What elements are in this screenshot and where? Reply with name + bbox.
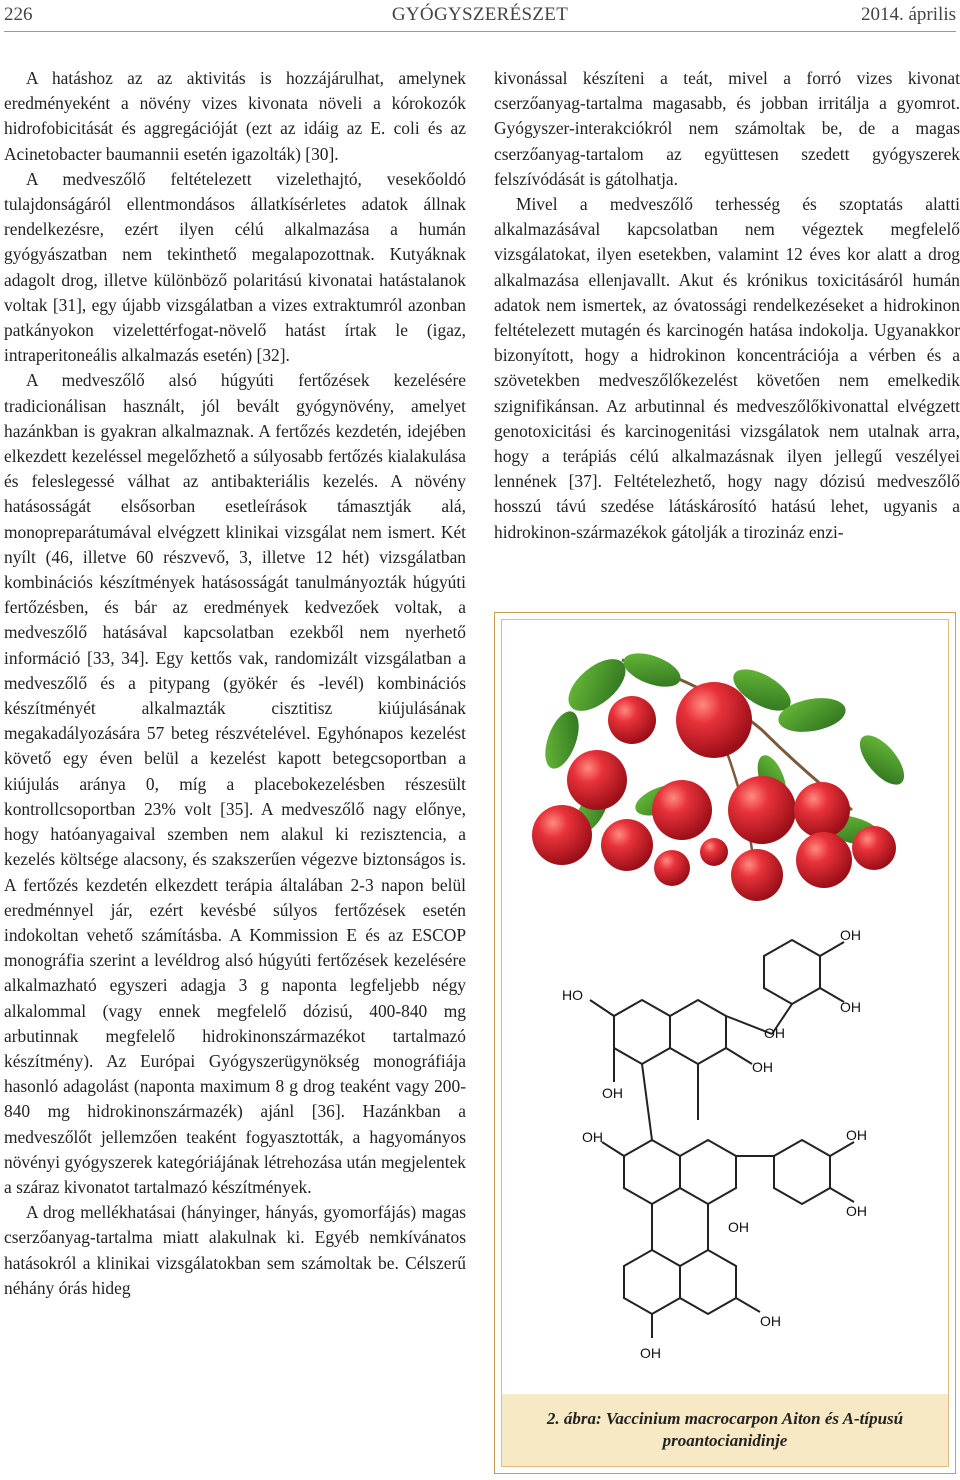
running-header	[4, 2, 956, 28]
oh-label: OH	[846, 1127, 867, 1143]
figure-artwork	[502, 620, 950, 1398]
paragraph: A drog mellékhatásai (hányinger, hányás, gyomorfájás) magas cserzőanyag-tartalma miatt alakulnak ki. Egyéb nemkívánatos hatásokról a klinikai vizsgálatokban sem számoltak be. Célszerű néhány órás hideg	[4, 1202, 466, 1298]
oh-label: OH	[840, 927, 861, 943]
paragraph: Mivel a medveszőlő terhesség és szoptatás alatti alkalmazásával kapcsolatban nem végeztek megfelelő vizsgálatokat, ilyen esetekben, valamint 12 éves kor alatt a drog alkalmazása ellenjavallt. Akut és krónikus toxicitásáról humán adatok nem ismertek, az óvatossági rendelkezéseket a hidrokinon feltételezett mutagén és karcinogén hatása indokolja. Ugyanakkor bizonyított, hogy a hidrokinon koncentrációja a vérben és a szövetekben medveszőlőkezelést követően nem emelkedik szignifikánsan. Az arbutinnal és medveszőlőkivonattal elvégzett genotoxicitási és karcinogenitási vizsgálatok nem utalnak arra, hogy a terápiás célú alkalmazásnak ilyen jellegű veszélyei lennének [37]. Feltételezhető, hogy nagy dózisú medveszőlő hosszú távú szedése látáskárosító hatású lehet, ugyanis a hidrokinon-származékok gátolják a tirozináz enzi-	[494, 194, 960, 542]
right-text-column	[494, 66, 960, 545]
ho-label: HO	[562, 987, 583, 1003]
oh-label: OH	[752, 1059, 773, 1075]
caption-line: proantocianidinje	[662, 1431, 788, 1450]
paragraph: A hatáshoz az az aktivitás is hozzájárulhat, amelynek eredményeként a növény vizes kivonata növeli a kórokozók hidrofobicitását és aggregációját (ezt az idáig az E. coli és az Acinetobacter baumannii esetén igazolták) [30].	[4, 68, 466, 164]
proanthocyanidin-structure	[590, 940, 854, 1338]
journal-title: GYÓGYSZERÉSZET	[391, 4, 569, 25]
page-number: 226	[4, 4, 33, 25]
paragraph: A medveszőlő alsó húgyúti fertőzések kezelésére tradicionálisan használt, jól bevált gyógynövény, amelyet hazánkban is gyakran alkalmaznak. A fertőzés kezdetén, idejében elkezdett kezeléssel megelőzhető a súlyosabb fertőzés kialakulása és feleslegessé válhat az antibakteriális kezelés. A növény hatásosságát elsősorban esetleírások támasztják alá, monopreparátumával elvégzett klinikai vizsgálat nem ismert. Két nyílt (46, illetve 60 részvevő, 3, illetve 12 hét) vizsgálatban kombinációs készítmények hatásosságát tanulmányozták húgyúti fertőzésben, és bár az eredmények kedvezőek voltak, a medveszőlő hatásával kapcsolatban ezekből nem nyerhető információ [33, 34]. Egy kettős vak, randomizált vizsgálatban a medveszőlő és a pitypang (gyökér és -levél) kombinációs készítményét alkalmazták cisztitisz kiújulásának megakadályozására 57 beteg részvételével. Egyhónapos kezelést követő egy éven belül a kezelést kapott betegcsoportban a kiújulás aránya 0, míg a placebokezelésben részesült kontrollcsoportban 23% volt [35]. A medveszőlő nagy előnye, hogy hatóanyagaival szemben nem alakul ki rezisztencia, a kezelés költsége alacsony, és szakszerűen végezve biztonságos is. A fertőzés kezdetén elkezdett terápia általában 2-3 napon belül eredménnyel jár, ezért kevésbé súlyos fertőzések esetén indokoltan vehető számításba. A Kommission E és az ESCOP monográfia szerint a levéldrog alsó húgyúti fertőzések kezelésére alkalmazható egyszeri adagja 3 g naponta legfeljebb négy alkalommal (vagy ennek megfelelő dózisú, 400-840 mg arbutinnak megfelelő hidrokinonszármazékot tartalmazó készítmény). Az Európai Gyógyszerügynökség monográfiája hasonló adagolást (naponta maximum 8 g drog teaként vagy 200-840 mg hidrokinonszármazék) ajánl [36]. Hazánkban a medveszőlőt jellemzően teaként fogyasztották, a hagyományos növényi gyógyszerek kategóriájának létrehozása után megjelentek a száraz kivonatot tartalmazó készítmények.	[4, 370, 466, 1197]
oh-label: OH	[582, 1129, 603, 1145]
paragraph: A medveszőlő feltételezett vizelethajtó, vesekőoldó tulajdonságáról ellentmondásos állatkísérletes adatok állnak rendelkezésre, ezért ilyen célú alkalmazása a humán gyógyászatban nem tekinthető megalapozottnak. Kutyáknak adagolt drog, illetve különböző polaritású kivonatai hatástalanok voltak [31], egy újabb vizsgálatban a vizes extraktumról azonban patkányokon vizelettérfogat-növelő hatást írtak le (igaz, intraperitoneális alkalmazás esetén) [32].	[4, 168, 466, 366]
figure-caption	[502, 1394, 948, 1466]
caption-line: 2. ábra: Vaccinium macrocarpon Aiton és A-típusú	[546, 1409, 904, 1428]
oh-label: OH	[602, 1085, 623, 1101]
left-text-column	[4, 66, 466, 1301]
oh-label: OH	[840, 999, 861, 1015]
paragraph: kivonással készíteni a teát, mivel a forró vizes kivonat cserzőanyag-tartalma magasabb, és jobban irritálja a gyomrot. Gyógyszer-interakciókról nem számoltak be, de a magas cserzőanyag-tartalom az együttesen szedett gyógyszerek felszívódását is gátolhatja.	[494, 68, 960, 189]
oh-label: OH	[846, 1203, 867, 1219]
oh-label: OH	[640, 1345, 661, 1361]
cranberry-photo	[532, 647, 912, 901]
figure-2	[494, 612, 956, 1474]
header-divider	[4, 31, 956, 32]
issue-date: 2014. április	[861, 4, 956, 25]
oh-label: OH	[760, 1313, 781, 1329]
figure-frame	[501, 619, 949, 1467]
oh-label: OH	[728, 1219, 749, 1235]
oh-label: OH	[764, 1025, 785, 1041]
